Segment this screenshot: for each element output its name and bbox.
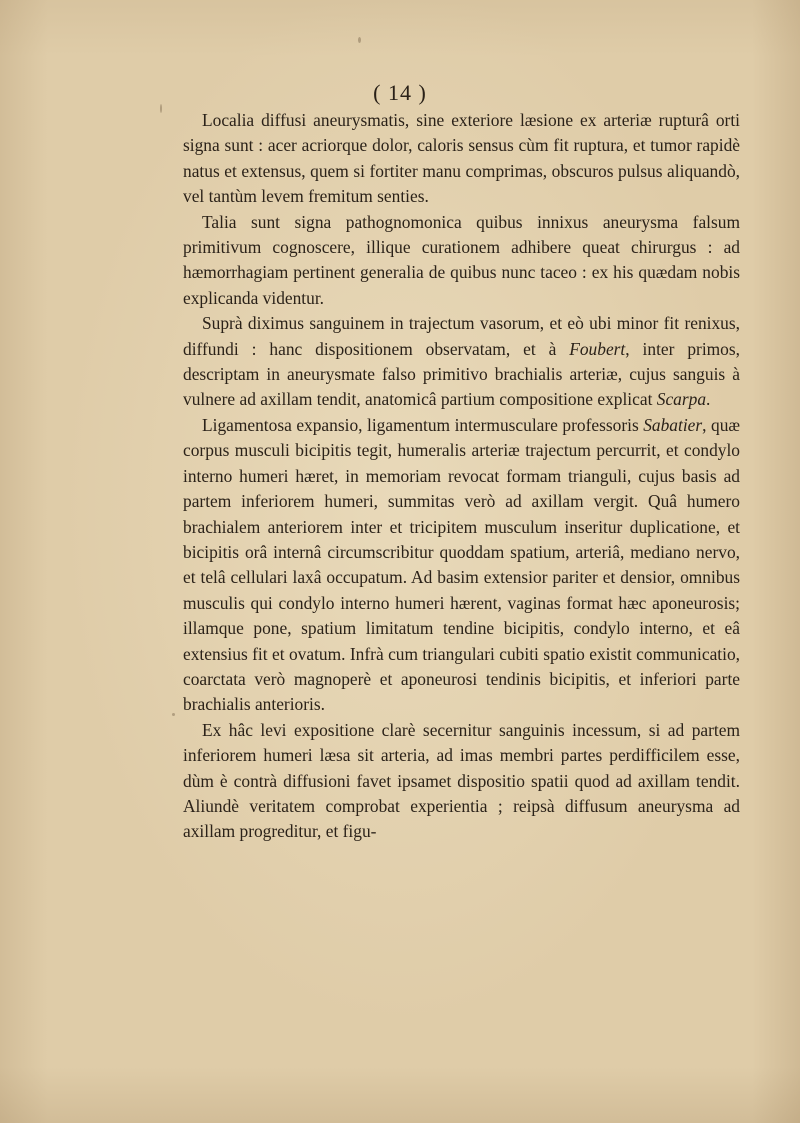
- text-run: , quæ corpus musculi bicipitis tegit, humeralis arteriæ trajectum percurrit, et condylo interno humeri hæret, in memoriam revocat formam trianguli, cujus basis ad partem inferiorem humeri, summitas verò ad axillam vergit. Quâ humero brachialem anteriorem inter et tricipitem musculum inseritur duplicatione, et bicipitis orâ internâ circumscribitur quoddam spatium, arteriâ, mediano nervo, et telâ cellulari laxâ occupatum. Ad basim extensior pariter et densior, omnibus musculis qui condylo interno humeri hærent, vaginas format hæc aponeurosis; illamque pone, spatium limitatum tendine bicipitis, condylo interno, et eâ extensius fit et ovatum. Infrà cum triangulari cubiti spatio existit communicatio, coarctata verò magnoperè et aponeurosi tendinis bicipitis, et inferiori parte brachialis anterioris.: [183, 414, 740, 715]
- text-run: , inter primos, descriptam in aneurysmate falso primitivo brachialis arteriæ, cujus sanguis à vulnere ad axillam tendit, anatomicâ partium compositione explicat: [183, 338, 740, 410]
- text-run: Ligamentosa expansio, ligamentum intermusculare professoris: [202, 414, 644, 435]
- text-run: Talia sunt signa pathognomonica quibus innixus aneurysma falsum primitivum cognoscere, illique curationem adhibere queat chirurgus : ad hæmorrhagiam pertinent generalia de quibus nunc taceo : ex his quædam nobis explicanda videntur.: [183, 211, 740, 308]
- text-run: Suprà diximus sanguinem in trajectum vasorum, et eò ubi minor fit renixus, diffundi : hanc dispositionem observatam, et à: [183, 313, 740, 359]
- italic-name: Foubert: [569, 338, 626, 359]
- italic-name: Scarpa: [656, 389, 707, 410]
- paragraph-5: [183, 718, 740, 845]
- text-run: .: [706, 389, 711, 410]
- body-text: [183, 108, 740, 845]
- paragraph-4: [183, 413, 740, 718]
- text-run: Ex hâc levi expositione clarè secernitur sanguinis incessum, si ad partem inferiorem humeri læsa sit arteria, ad imas membri partes perdifficilem esse, dùm è contrà diffusioni favet ipsamet dispositio spatii quod ad axillam tendit. Aliundè veritatem comprobat experientia ; reipsà diffusum aneurysma ad axillam progreditur, et figu-: [183, 719, 740, 842]
- paper-speck: [358, 37, 361, 43]
- paper-speck: [172, 713, 175, 716]
- text-run: Localia diffusi aneurysmatis, sine exteriore læsione ex arteriæ rupturâ orti signa sunt : acer acriorque dolor, caloris sensus cùm fit ruptura, et tumor rapidè natus et extensus, quem si fortiter manu comprimas, obscuros pulsus aliquandò, vel tantùm levem fremitum senties.: [183, 110, 740, 207]
- paragraph-3: [183, 311, 740, 413]
- paragraph-2: [183, 210, 740, 312]
- page-number: ( 14 ): [373, 80, 427, 105]
- paragraph-1: [183, 108, 740, 210]
- italic-name: Sabatier: [643, 414, 703, 435]
